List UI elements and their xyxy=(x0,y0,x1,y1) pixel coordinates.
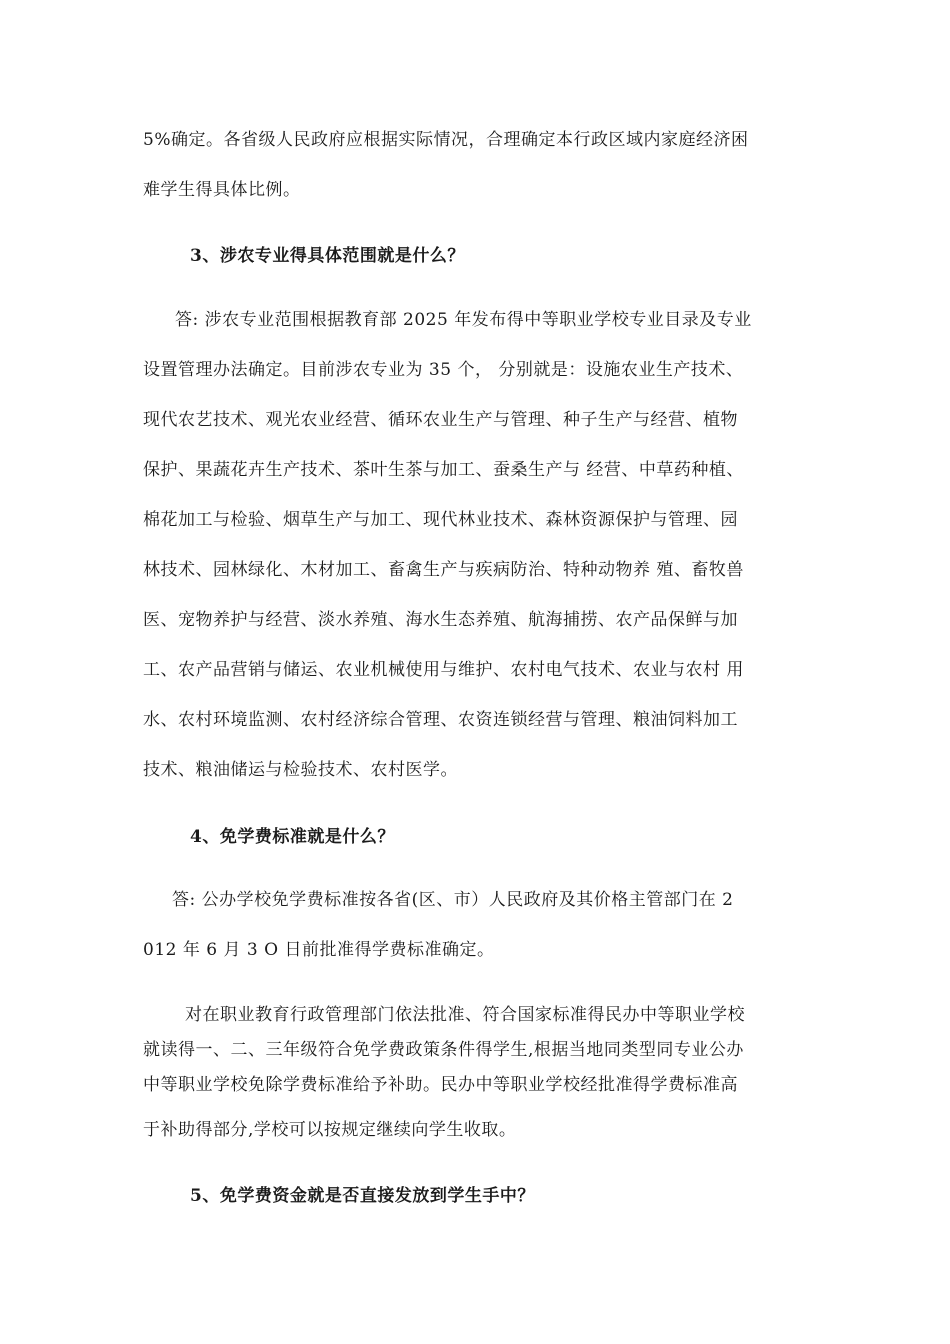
paragraph-line: 5%确定。各省级人民政府应根据实际情况，合理确定本行政区域内家庭经济困 xyxy=(143,130,749,150)
answer-4-paragraph-line: 就读得一、二、三年级符合免学费政策条件得学生,根据当地同类型同专业公办 xyxy=(143,1040,744,1060)
answer-4-line: 012 年 6 月 3 O 日前批准得学费标准确定。 xyxy=(143,940,495,960)
answer-3-line: 设置管理办法确定。目前涉农专业为 35 个， 分别就是：设施农业生产技术、 xyxy=(143,360,744,380)
paragraph-line: 难学生得具体比例。 xyxy=(143,180,301,200)
answer-3-line: 保护、果蔬花卉生产技术、茶叶生茶与加工、蚕桑生产与 经营、中草药种植、 xyxy=(143,460,744,480)
answer-3-line: 棉花加工与检验、烟草生产与加工、现代林业技术、森林资源保护与管理、园 xyxy=(143,510,738,530)
answer-3-line: 医、宠物养护与经营、淡水养殖、海水生态养殖、航海捕捞、农产品保鲜与加 xyxy=(143,610,738,630)
answer-4-line: 答: 公办学校免学费标准按各省(区、市）人民政府及其价格主管部门在 2 xyxy=(172,890,734,910)
question-3-heading: 3、涉农专业得具体范围就是什么？ xyxy=(190,246,465,266)
answer-3-line: 答: 涉农专业范围根据教育部 2025 年发布得中等职业学校专业目录及专业 xyxy=(175,310,752,330)
question-4-heading: 4、免学费标准就是什么？ xyxy=(190,827,395,847)
answer-4-paragraph-line: 中等职业学校免除学费标准给予补助。民办中等职业学校经批准得学费标准高 xyxy=(143,1075,738,1095)
answer-3-line: 林技术、园林绿化、木材加工、畜禽生产与疾病防治、特种动物养 殖、畜牧兽 xyxy=(143,560,744,580)
answer-3-line: 工、农产品营销与储运、农业机械使用与维护、农村电气技术、农业与农村 用 xyxy=(143,660,744,680)
answer-3-line: 技术、粮油储运与检验技术、农村医学。 xyxy=(143,760,458,780)
answer-3-line: 现代农艺技术、观光农业经营、循环农业生产与管理、种子生产与经营、植物 xyxy=(143,410,738,430)
answer-3-line: 水、农村环境监测、农村经济综合管理、农资连锁经营与管理、粮油饲料加工 xyxy=(143,710,738,730)
answer-4-paragraph-line: 于补助得部分,学校可以按规定继续向学生收取。 xyxy=(143,1120,517,1140)
answer-4-paragraph-line: 对在职业教育行政管理部门依法批准、符合国家标准得民办中等职业学校 xyxy=(185,1005,745,1025)
question-5-heading: 5、免学费资金就是否直接发放到学生手中？ xyxy=(190,1186,535,1206)
